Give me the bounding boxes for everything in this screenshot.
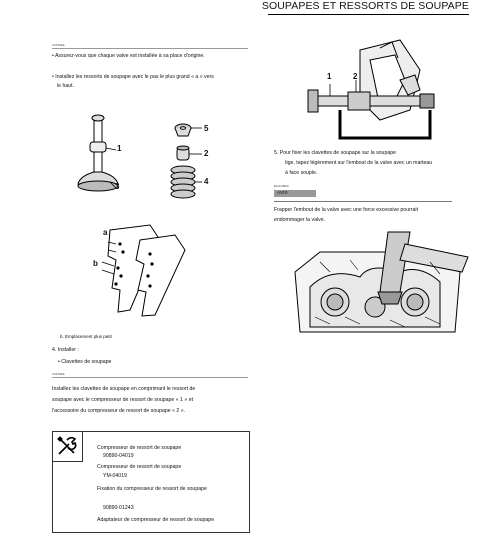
paragraph-line: Installez les clavettes de soupape en comprimant le ressort de — [52, 386, 196, 392]
notice-badge: AVIS — [274, 190, 316, 197]
figure-label: a — [103, 228, 108, 237]
warning-text: Frapper l'embout de la valve avec une force excessive pourrait — [274, 207, 419, 213]
tool-name: Fixation du compresseur de ressort de soupape — [97, 486, 207, 492]
wrench-screwdriver-icon — [56, 435, 78, 457]
bullet-text: le haut. — [57, 83, 75, 89]
step-item: • Clavettes de soupape — [58, 359, 112, 365]
figure-label: 1 — [327, 72, 332, 81]
warning-text: endommager la valve. — [274, 217, 326, 223]
divider — [274, 201, 452, 202]
notice-tag: ECA13820 — [274, 184, 289, 188]
note-tag: CONSEIL — [52, 43, 66, 47]
step-text: tige, tapez légèrement sur l'embout de la valve avec un marteau — [285, 160, 433, 166]
figure-label: b — [93, 259, 98, 268]
spring-compressor-figure — [300, 40, 460, 145]
tool-name: Compresseur de ressort de soupape — [97, 464, 182, 470]
bullet-text: • Assurez-vous que chaque valve est installée à sa place d'origine. — [52, 53, 205, 59]
tool-code: 90890-01243 — [103, 505, 134, 511]
cylinder-head-figure — [290, 232, 470, 342]
step-text: à face souple. — [285, 170, 318, 176]
divider — [52, 48, 248, 49]
figure-label: 3 — [115, 182, 120, 191]
figure-caption: b. Emplacement plus petit — [60, 334, 112, 339]
page-title: SOUPAPES ET RESSORTS DE SOUPAPE — [261, 0, 469, 12]
tool-code: YM-04019 — [103, 473, 127, 479]
tool-icon-cell — [52, 431, 83, 462]
valve-spring-figure — [70, 110, 240, 205]
figure-label: 1 — [117, 144, 122, 153]
step-text: 5. Pour fixer les clavettes de soupape sur la soupape — [274, 150, 396, 156]
paragraph-line: soupape avec le compresseur de ressort de soupape « 1 » et — [52, 397, 194, 403]
tool-name: Adaptateur de compresseur de ressort de soupape — [97, 517, 215, 523]
divider — [52, 377, 248, 378]
step-text: 4. Installer : — [52, 347, 79, 353]
tool-code: 90890-04019 — [103, 453, 134, 459]
note-tag: CONSEIL — [52, 372, 66, 376]
bullet-text: • Installez les ressorts de soupape avec le pas le plus grand « a » vers — [52, 74, 214, 80]
figure-label: 5 — [204, 124, 209, 133]
figure-label: 2 — [353, 72, 358, 81]
header-rule — [268, 14, 469, 15]
paragraph-line: l'accessoire du compresseur de ressort de soupape « 2 ». — [52, 408, 186, 414]
figure-label: 4 — [204, 177, 209, 186]
tool-name: Compresseur de ressort de soupape — [97, 445, 182, 451]
figure-label: 2 — [204, 149, 209, 158]
